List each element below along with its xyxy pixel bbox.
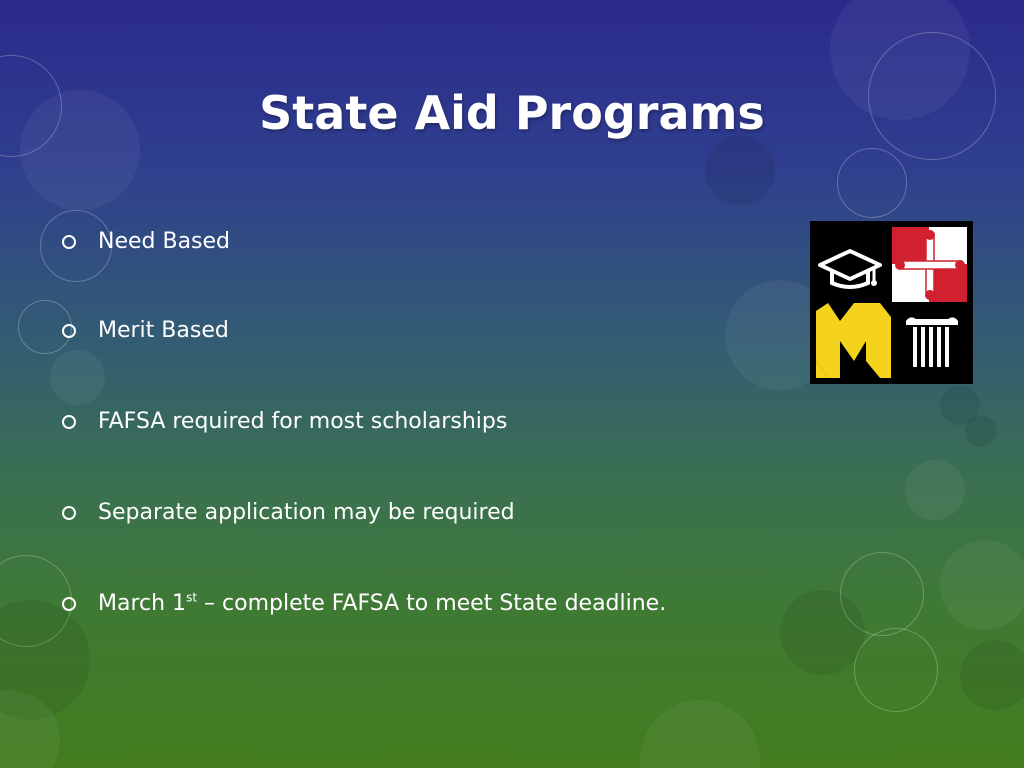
bullet-item (62, 318, 229, 343)
bokeh-circle (840, 552, 924, 636)
circle-bullet-icon (62, 597, 76, 611)
bullet-text: Merit Based (98, 318, 229, 343)
circle-bullet-icon (62, 324, 76, 338)
column-icon (906, 317, 958, 367)
bullet-text (98, 591, 666, 616)
bullet-text: FAFSA required for most scholarships (98, 409, 508, 434)
slide-title: State Aid Programs (259, 86, 765, 140)
circle-bullet-icon (62, 506, 76, 520)
bullet-text-ordinal: st (186, 590, 198, 605)
bullet-item (62, 409, 507, 434)
bullet-text: Need Based (98, 229, 231, 254)
bullet-text-rest: – complete FAFSA to meet State deadline. (197, 591, 667, 616)
graduation-cap-icon (820, 251, 880, 287)
bullet-text-date: March 1 (98, 591, 187, 616)
maryland-calvert-icon (816, 303, 891, 378)
bokeh-circle (0, 600, 90, 720)
bokeh-circle (854, 628, 938, 712)
bokeh-circle (50, 350, 105, 405)
bokeh-circle (940, 540, 1024, 630)
bokeh-circle (960, 640, 1024, 710)
bokeh-circle (780, 590, 865, 675)
bullet-item (62, 229, 230, 254)
maryland-cross-icon (892, 227, 967, 302)
bullet-item (62, 591, 666, 616)
bullet-item (62, 500, 515, 525)
circle-bullet-icon (62, 415, 76, 429)
bokeh-circle (0, 690, 60, 768)
maryland-logo (810, 221, 973, 384)
bullet-text: Separate application may be required (98, 500, 515, 525)
bokeh-circle (965, 415, 997, 447)
bokeh-circle (940, 385, 980, 425)
bokeh-circle (640, 700, 760, 768)
bokeh-circle (905, 460, 965, 520)
circle-bullet-icon (62, 235, 76, 249)
bokeh-circle (705, 135, 775, 205)
bokeh-circle (837, 148, 907, 218)
